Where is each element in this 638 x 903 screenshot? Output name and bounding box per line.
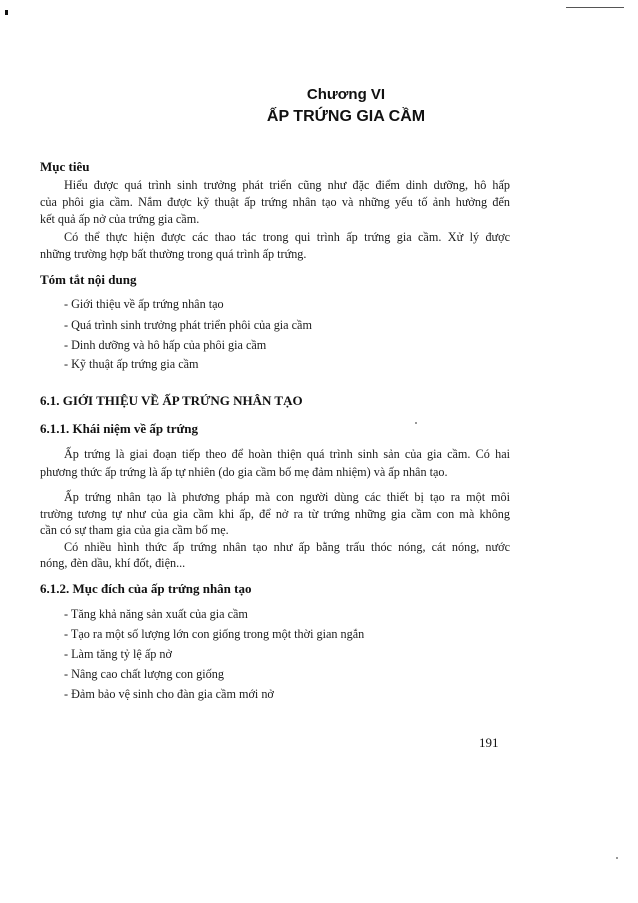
summary-list-item: - Kỹ thuật ấp trứng gia cầm bbox=[64, 357, 199, 371]
paragraph-line: cần có sự tham gia của gia cầm bố mẹ. bbox=[40, 523, 229, 537]
purpose-list-item: - Nâng cao chất lượng con giống bbox=[64, 667, 224, 681]
summary-heading: Tóm tắt nội dung bbox=[40, 272, 137, 287]
objectives-text-line: Hiểu được quá trình sinh trưởng phát triển cũng như đặc điểm dinh dưỡng, hô hấp bbox=[64, 178, 510, 192]
chapter-number: Chương VI bbox=[306, 86, 386, 103]
purpose-list-item: - Tạo ra một số lượng lớn con giống trong một thời gian ngắn bbox=[64, 627, 365, 641]
scan-mark bbox=[5, 10, 8, 15]
paragraph-line: Ấp trứng nhân tạo là phương pháp mà con người dùng các thiết bị tạo ra một môi bbox=[64, 490, 510, 504]
purpose-list-item: - Làm tăng tỷ lệ ấp nở bbox=[64, 647, 172, 661]
summary-list-item: - Giới thiệu về ấp trứng nhân tạo bbox=[64, 297, 224, 311]
section-heading-6-1: 6.1. GIỚI THIỆU VỀ ẤP TRỨNG NHÂN TẠO bbox=[40, 393, 303, 408]
section-heading-6-1-2: 6.1.2. Mục đích của ấp trứng nhân tạo bbox=[40, 581, 252, 596]
paragraph-line: Có nhiều hình thức ấp trứng nhân tạo như ấp bằng trấu thóc nóng, cát nóng, nước bbox=[64, 540, 510, 554]
purpose-list-item: - Tăng khả năng sản xuất của gia cầm bbox=[64, 607, 248, 621]
objectives-text-line: kết quả ấp nở của trứng gia cầm. bbox=[40, 212, 200, 226]
page-number: 191 bbox=[479, 735, 499, 750]
paragraph-line: nóng, đèn dầu, khí đốt, điện... bbox=[40, 556, 186, 570]
section-heading-6-1-1: 6.1.1. Khái niệm về ấp trứng bbox=[40, 421, 199, 436]
paragraph-line: Ấp trứng là giai đoạn tiếp theo để hoàn thiện quá trình sinh sản của gia cầm. Có hai bbox=[64, 447, 510, 461]
objectives-heading: Mục tiêu bbox=[40, 159, 90, 174]
chapter-title: ẤP TRỨNG GIA CẦM bbox=[266, 108, 426, 125]
objectives-text-line: Có thể thực hiện được các thao tác trong qui trình ấp trứng gia cầm. Xử lý được bbox=[64, 230, 510, 244]
paragraph-line: phương thức ấp trứng là ấp tự nhiên (do gia cầm bố mẹ đảm nhiệm) và ấp nhân tạo. bbox=[40, 465, 448, 479]
scan-speck bbox=[616, 857, 618, 859]
objectives-text-line: những trường hợp bất thường trong quá trình ấp trứng. bbox=[40, 247, 307, 261]
summary-list-item: - Quá trình sinh trưởng phát triển phôi của gia cầm bbox=[64, 318, 312, 332]
top-rule bbox=[566, 7, 624, 8]
scan-speck bbox=[415, 422, 417, 424]
objectives-text-line: của phôi gia cầm. Nắm được kỹ thuật ấp trứng nhân tạo và những yếu tố ảnh hưởng đến bbox=[40, 195, 510, 209]
summary-list-item: - Dinh dưỡng và hô hấp của phôi gia cầm bbox=[64, 338, 267, 352]
purpose-list-item: - Đảm bảo vệ sinh cho đàn gia cầm mới nở bbox=[64, 687, 274, 701]
paragraph-line: trường tương tự như của gia cầm khi ấp, để nở ra từ trứng những gia cầm con mà không bbox=[40, 507, 510, 521]
